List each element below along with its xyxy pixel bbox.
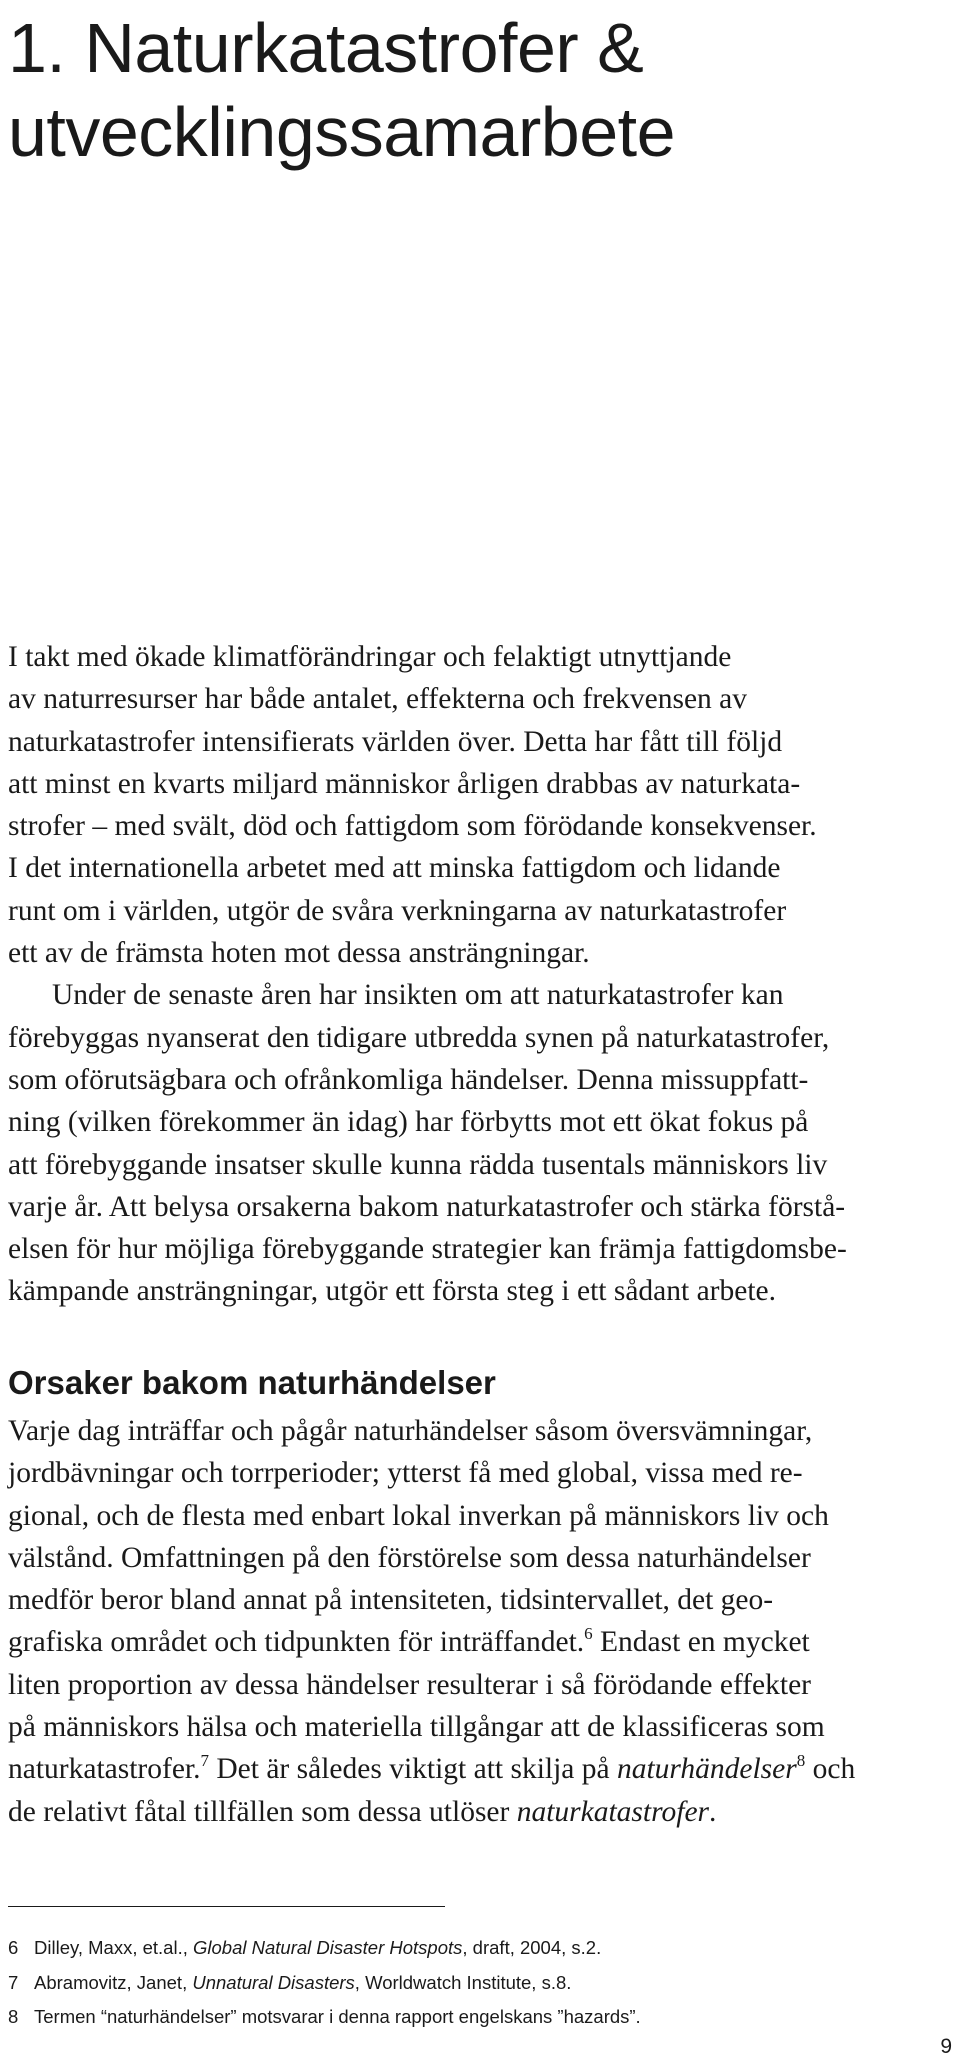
- footnote-title: Global Natural Disaster Hotspots: [193, 1937, 463, 1958]
- text-line: jordbävningar och torrperioder; ytterst få med global, vissa med re-: [8, 1457, 803, 1490]
- section-paragraph: [8, 1410, 958, 1833]
- footnote-ref: 7: [200, 1751, 209, 1771]
- text-line: [8, 1748, 958, 1790]
- text-line: som oförutsägbara och ofrånkomliga händelser. Denna missuppfatt-: [8, 1063, 809, 1096]
- text-segment: Endast en mycket: [592, 1626, 810, 1659]
- footnote-text: Abramovitz, Janet,: [34, 1971, 193, 1993]
- footnote-8: [8, 2000, 948, 2035]
- chapter-title: [8, 6, 675, 174]
- text-line: I takt med ökade klimatförändringar och felaktigt utnyttjande: [8, 641, 732, 673]
- text-segment: och: [805, 1753, 856, 1786]
- text-segment: .: [709, 1795, 717, 1828]
- footnote-text: , Worldwatch Institute, s.8.: [354, 1971, 572, 1993]
- text-segment: Det är således viktigt att skilja på: [209, 1753, 617, 1786]
- text-segment: grafiska området och tidpunkten för inträffandet.: [8, 1626, 585, 1659]
- text-line: naturkatastrofer intensifierats världen över. Detta har fått till följd: [8, 725, 783, 758]
- footnote-text: Dilley, Maxx, et.al.,: [34, 1937, 194, 1958]
- italic-term: naturkatastrofer: [516, 1795, 710, 1828]
- chapter-title-line-2: utvecklingssamarbete: [8, 93, 675, 171]
- text-line: av naturresurser har både antalet, effekterna och frekvensen av: [8, 683, 748, 716]
- text-line: gional, och de flesta med enbart lokal inverkan på människors liv och: [8, 1499, 829, 1532]
- text-line: strofer – med svält, död och fattigdom som förödande konsekvenser.: [8, 810, 817, 843]
- footnote-divider: [8, 1906, 445, 1907]
- text-line: runt om i världen, utgör de svåra verkningarna av naturkatastrofer: [8, 894, 787, 927]
- text-line: ett av de främsta hoten mot dessa ansträngningar.: [8, 937, 590, 970]
- text-line: välstånd. Omfattningen på den förstörelse som dessa naturhändelser: [8, 1541, 811, 1574]
- text-line: ning (vilken förekommer än idag) har förbytts mot ett ökat fokus på: [8, 1106, 809, 1139]
- footnote-number: 8: [8, 2006, 19, 2027]
- text-segment: de relativt fåtal tillfällen som dessa utlöser: [8, 1795, 517, 1828]
- footnote-7: [8, 1966, 948, 2001]
- page-number: 9: [940, 2035, 952, 2058]
- text-line: [8, 1791, 958, 1833]
- text-line: Varje dag inträffar och pågår naturhändelser såsom översvämningar,: [8, 1415, 813, 1447]
- intro-text: [8, 636, 958, 1313]
- text-segment: naturkatastrofer.: [8, 1753, 201, 1786]
- intro-paragraph-2: [8, 974, 958, 1312]
- footnote-ref: 6: [584, 1624, 593, 1644]
- chapter-title-line-1: 1. Naturkatastrofer &: [8, 9, 644, 87]
- footnote-text: Termen “naturhändelser” motsvarar i denna rapport engelskans ”hazards”.: [34, 2006, 641, 2027]
- intro-paragraph-1: [8, 636, 958, 974]
- footnote-number: 6: [8, 1937, 19, 1958]
- text-line: kämpande ansträngningar, utgör ett första steg i ett sådant arbete.: [8, 1275, 777, 1308]
- text-line: elsen för hur möjliga förebyggande strategier kan främja fattigdomsbe-: [8, 1233, 847, 1266]
- text-line: liten proportion av dessa händelser resulterar i så förödande effekter: [8, 1668, 812, 1701]
- footnote-ref: 8: [796, 1751, 806, 1771]
- footnote-number: 7: [8, 1971, 19, 1993]
- text-line: att minst en kvarts miljard människor årligen drabbas av naturkata-: [8, 767, 801, 800]
- footnote-title: Unnatural Disasters: [192, 1971, 355, 1993]
- text-line: Under de senaste åren har insikten om att naturkatastrofer kan: [52, 979, 784, 1012]
- text-line: medför beror bland annat på intensiteten, tidsintervallet, det geo-: [8, 1584, 774, 1617]
- footnotes: [8, 1931, 948, 2035]
- footnote-6: [8, 1931, 948, 1966]
- footnote-text: , draft, 2004, s.2.: [462, 1937, 602, 1958]
- text-line: [8, 1621, 958, 1663]
- text-line: förebyggas nyanserat den tidigare utbredda synen på naturkatastrofer,: [8, 1021, 830, 1054]
- text-line: varje år. Att belysa orsakerna bakom naturkatastrofer och stärka förstå-: [8, 1190, 846, 1223]
- text-line: att förebyggande insatser skulle kunna rädda tusentals människors liv: [8, 1148, 828, 1181]
- text-line: på människors hälsa och materiella tillgångar att de klassificeras som: [8, 1711, 825, 1744]
- section-heading: Orsaker bakom naturhändelser: [8, 1364, 496, 1401]
- text-line: I det internationella arbetet med att minska fattigdom och lidande: [8, 852, 781, 885]
- italic-term: naturhändelser: [616, 1753, 797, 1786]
